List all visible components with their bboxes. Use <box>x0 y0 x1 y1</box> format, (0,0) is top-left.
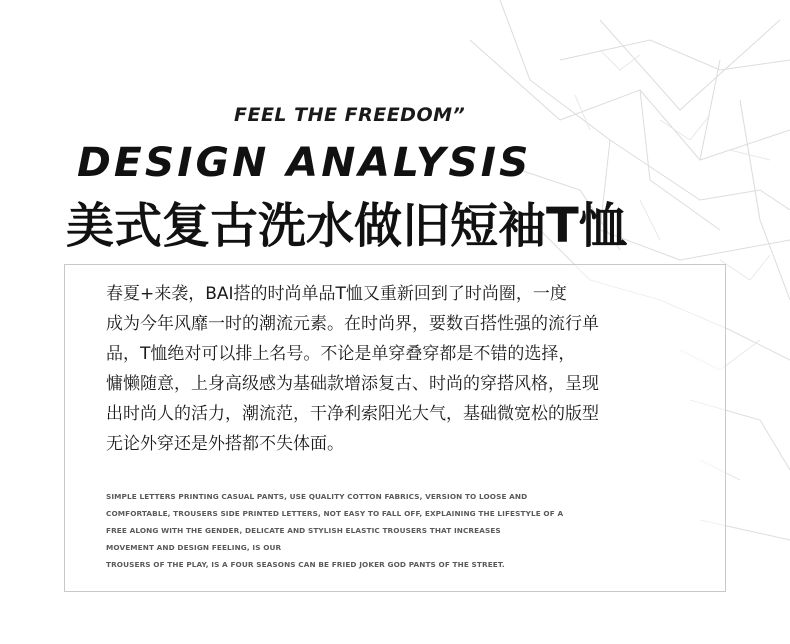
product-title: 美式复古洗水做旧短袖T恤 <box>66 198 627 254</box>
description-line: 出时尚人的活力，潮流范，干净利索阳光大气，基础微宽松的版型 <box>106 404 599 424</box>
tagline: FEEL THE FREEDOM” <box>234 104 466 126</box>
description-line: 成为今年风靡一时的潮流元素。在时尚界，要数百搭性强的流行单 <box>106 314 599 334</box>
description-en-line: COMFORTABLE, TROUSERS SIDE PRINTED LETTERS, NOT EASY TO FALL OFF, EXPLAINING THE LIFESTYLE OF A <box>106 509 564 518</box>
description-en <box>106 488 676 573</box>
description-line: 品，T恤绝对可以排上名号。不论是单穿叠穿都是不错的选择， <box>106 344 576 364</box>
description-line: 春夏+来袭，BAI搭的时尚单品T恤又重新回到了时尚圈，一度 <box>106 284 567 304</box>
description-en-line: MOVEMENT AND DESIGN FEELING, IS OUR <box>106 543 282 552</box>
description-line: 无论外穿还是外搭都不失体面。 <box>106 434 344 454</box>
description-en-line: FREE ALONG WITH THE GENDER, DELICATE AND STYLISH ELASTIC TROUSERS THAT INCREASES <box>106 526 501 535</box>
description-en-line: TROUSERS OF THE PLAY, IS A FOUR SEASONS CAN BE FRIED JOKER GOD PANTS OF THE STREET. <box>106 560 505 569</box>
description-en-line: SIMPLE LETTERS PRINTING CASUAL PANTS, USE QUALITY COTTON FABRICS, VERSION TO LOOSE AND <box>106 492 528 501</box>
description-cn <box>106 279 710 459</box>
description-line: 慵懒随意，上身高级感为基础款增添复古、时尚的穿搭风格，呈现 <box>106 374 599 394</box>
section-heading-en: DESIGN ANALYSIS <box>77 140 532 186</box>
